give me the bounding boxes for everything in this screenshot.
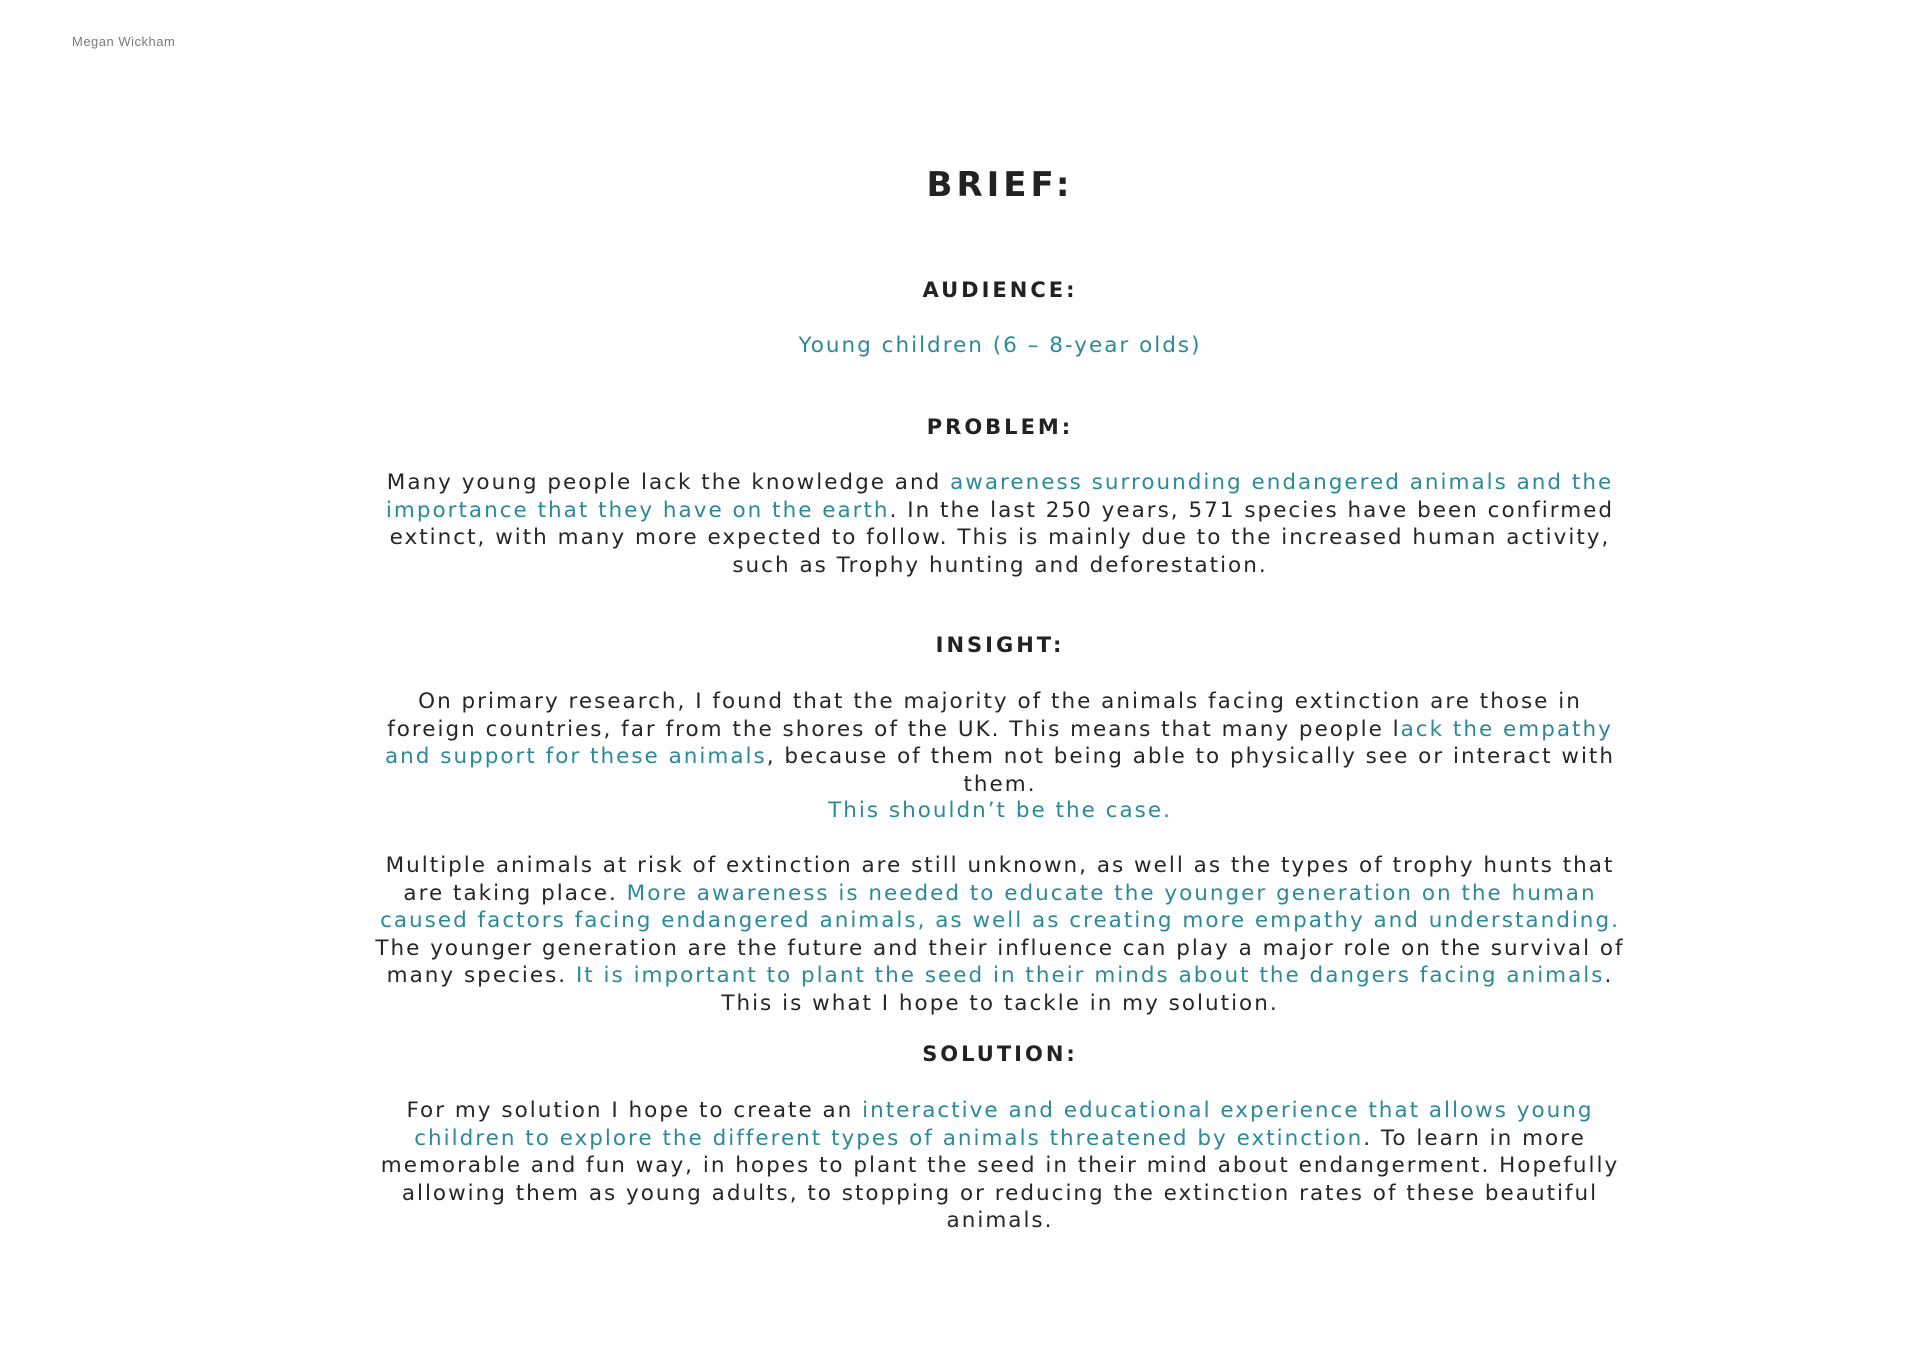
insight-text-5: . This is what I hope to tackle in my solution. [721, 963, 1614, 1016]
audience-value: Young children (6 – 8-year olds) [798, 333, 1202, 358]
problem-text-1: Many young people lack the knowledge and [386, 470, 951, 495]
insight-text-2: , because of them not being able to physically see or interact with them. [766, 744, 1615, 797]
problem-paragraph [370, 469, 1630, 579]
insight-heading: INSIGHT: [935, 633, 1065, 657]
problem-text-2: . In the last 250 years, 571 species have been confirmed extinct, with many more expected to follow. This is mainly due to the increased human activity, such as Trophy hunting and deforestation. [389, 497, 1615, 578]
insight-highlight-3: It is important to plant the seed in their minds about the dangers facing animals [575, 963, 1605, 988]
solution-text-2: . To learn in more memorable and fun way, in hopes to plant the seed in their mind about endangerment. Hopefully allowing them as young adults, to stopping or reducing the extinction rates of these beautiful animals. [380, 1125, 1620, 1233]
solution-highlight: interactive and educational experience that allows young children to explore the different types of animals threatened by extinction [414, 1098, 1594, 1151]
audience-heading: AUDIENCE: [922, 278, 1078, 302]
page-title: BRIEF: [926, 165, 1074, 205]
solution-heading: SOLUTION: [922, 1042, 1078, 1066]
solution-text-1: For my solution I hope to create an [406, 1098, 863, 1123]
insight-paragraph-1 [370, 688, 1630, 798]
insight-highlight-2: More awareness is needed to educate the younger generation on the human caused factors facing endangered animals, as well as creating more empathy and understanding. [380, 880, 1620, 933]
insight-highlight-1: ack the empathy and support for these animals [385, 716, 1613, 769]
insight-text-4: The younger generation are the future and their influence can play a major role on the survival of many species. [375, 935, 1625, 988]
author-name: Megan Wickham [72, 34, 176, 49]
insight-text-3: Multiple animals at risk of extinction are still unknown, as well as the types of trophy hunts that are taking place. [385, 853, 1615, 906]
insight-statement: This shouldn’t be the case. [828, 798, 1172, 823]
problem-heading: PROBLEM: [926, 415, 1074, 439]
insight-text-1: On primary research, I found that the majority of the animals facing extinction are those in foreign countries, far from the shores of the UK. This means that many people l [387, 689, 1582, 742]
solution-paragraph [370, 1097, 1630, 1235]
insight-paragraph-2 [370, 852, 1630, 1017]
problem-highlight: awareness surrounding endangered animals and the importance that they have on the earth [385, 470, 1614, 523]
